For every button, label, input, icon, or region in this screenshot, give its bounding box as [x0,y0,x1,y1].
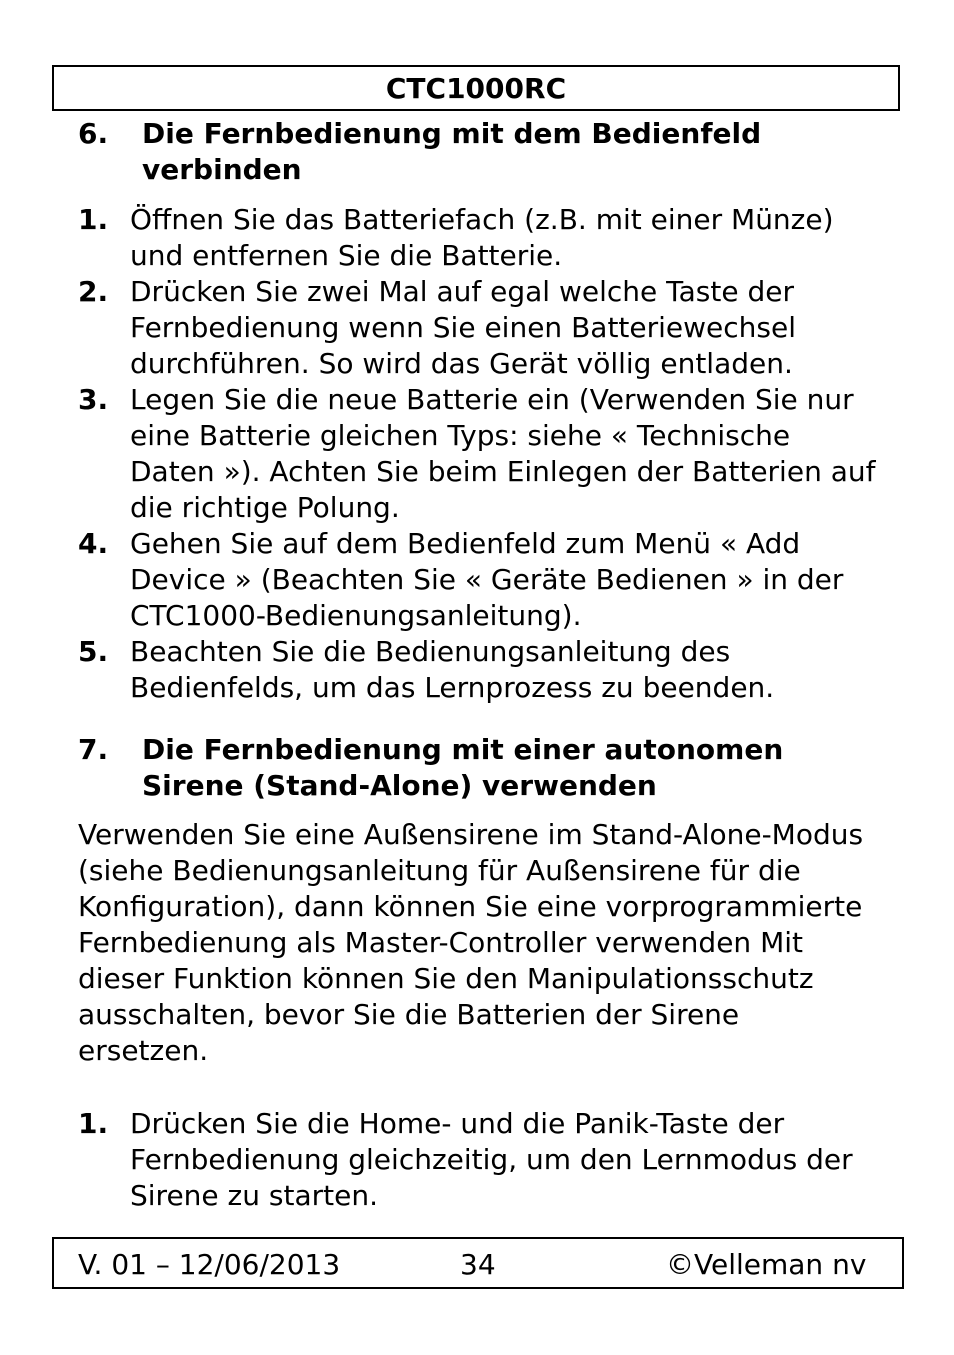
step-number: 5. [78,635,109,668]
step-number: 1. [78,1107,109,1140]
list-item [78,202,878,274]
section-7-number: 7. [78,733,109,766]
footer-box [52,1237,904,1289]
header-box [52,65,900,111]
copyright: ©Velleman nv [666,1248,867,1281]
section-7-steps [78,1106,878,1214]
step-number: 1. [78,203,109,236]
list-item [78,274,878,382]
list-item [78,382,878,526]
step-text: Legen Sie die neue Batterie ein (Verwenden Sie nur eine Batterie gleichen Typs: siehe « Technische Daten »). Achten Sie beim Einlegen der Batterien auf die richtige Polung. [130,383,876,524]
step-number: 2. [78,275,109,308]
step-text: Drücken Sie zwei Mal auf egal welche Taste der Fernbedienung wenn Sie einen Batteriewechsel durchführen. So wird das Gerät völlig entladen. [130,275,797,380]
list-item [78,634,878,706]
step-text: Drücken Sie die Home- und die Panik-Taste der Fernbedienung gleichzeitig, um den Lernmodus der Sirene zu starten. [130,1107,853,1212]
list-item [78,1106,878,1214]
step-number: 3. [78,383,109,416]
step-text: Öffnen Sie das Batteriefach (z.B. mit einer Münze) und entfernen Sie die Batterie. [130,203,834,272]
version-date: V. 01 – 12/06/2013 [78,1248,341,1281]
section-7-title: Die Fernbedienung mit einer autonomen Sirene (Stand-Alone) verwenden [142,733,784,802]
section-6-number: 6. [78,117,109,150]
section-6-steps [78,202,878,706]
document-title: CTC1000RC [385,71,567,105]
section-6-heading [78,116,878,188]
step-text: Beachten Sie die Bedienungsanleitung des Bedienfelds, um das Lernprozess zu beenden. [130,635,775,704]
list-item [78,526,878,634]
step-text: Gehen Sie auf dem Bedienfeld zum Menü « Add Device » (Beachten Sie « Geräte Bedienen » in der CTC1000-Bedienungsanleitung). [130,527,844,632]
section-7-heading [78,732,878,804]
step-number: 4. [78,527,109,560]
page-number: 34 [460,1248,496,1281]
section-7-paragraph: Verwenden Sie eine Außensirene im Stand-Alone-Modus (siehe Bedienungsanleitung für Außensirene für die Konfiguration), dann können Sie eine vorprogrammierte Fernbedienung als Master-Controller verwenden Mit dieser Funktion können Sie den Manipulationsschutz ausschalten, bevor Sie die Batterien der Sirene ersetzen. [78,818,864,1067]
section-6-title: Die Fernbedienung mit dem Bedienfeld verbinden [142,117,762,186]
